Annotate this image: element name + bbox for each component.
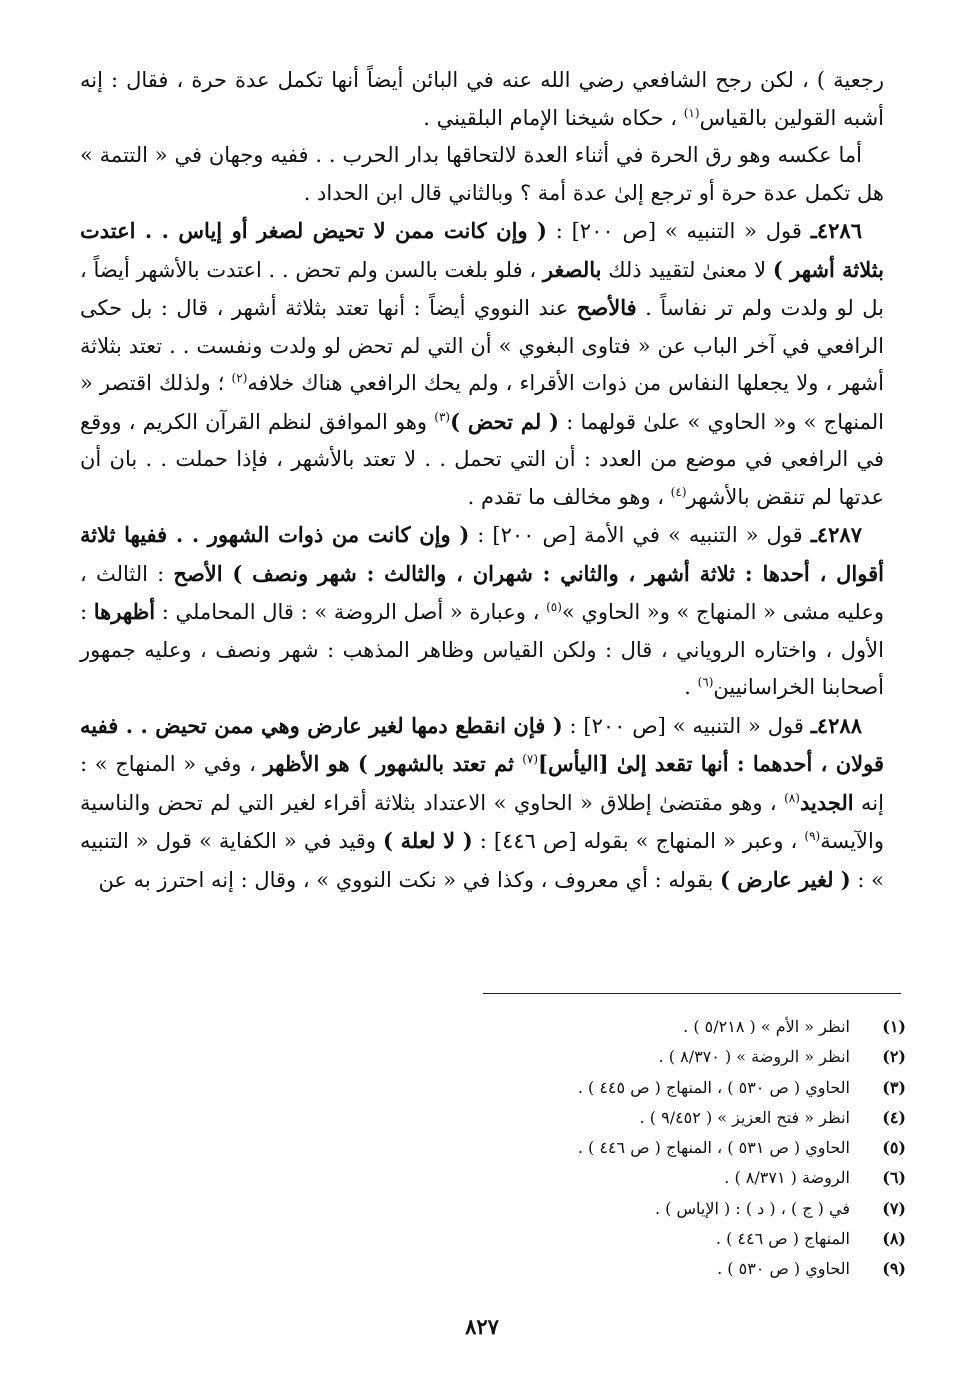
footnote-number: (١) bbox=[882, 1017, 906, 1036]
footnote-ref[interactable]: (٣) bbox=[434, 409, 451, 424]
text-run: ، وهو مقتضىٰ إطلاق « الحاوي » الاعتداد بثلاثة أقراء لغير التي لم تحض والناسية والآيسة bbox=[80, 790, 884, 853]
footnote-number: (٦) bbox=[882, 1168, 906, 1188]
quotation: ( لغير عارض ) bbox=[720, 866, 851, 892]
emphasis: الجديد bbox=[799, 789, 854, 815]
quotation: ( لا لعلة ) bbox=[383, 828, 473, 853]
text-run: قول « التنبيه » [ص ٢٠٠] : bbox=[562, 713, 811, 738]
footnote-item bbox=[106, 1042, 906, 1072]
footnote-text: انظر « الروضة » ( ٨/٣٧٠ ) . bbox=[658, 1047, 850, 1067]
footnote-ref[interactable]: (٢) bbox=[231, 371, 248, 385]
main-text bbox=[80, 62, 884, 899]
quotation: ( لم تحض ) bbox=[450, 408, 559, 434]
footnote-number: (٨) bbox=[882, 1229, 906, 1249]
footnote-ref[interactable]: (٥) bbox=[546, 600, 562, 614]
text-run: قول « التنبيه » [ص ٢٠٠] : bbox=[546, 219, 811, 243]
emphasis: فالأصح bbox=[576, 295, 637, 320]
paragraph-4288 bbox=[80, 707, 884, 900]
footnote-text: الحاوي ( ص ٥٣٠ ) ، المنهاج ( ص ٤٤٥ ) . bbox=[577, 1077, 850, 1097]
quotation: ( وإن كانت من ذوات الشهور . . ففيها ثلاثة أقوال ، أحدها : ثلاثة أشهر ، والثاني : شهران ، والثالث : شهر ونصف ) الأصح bbox=[80, 522, 884, 586]
footnote-number: (٩) bbox=[882, 1259, 906, 1279]
footnote-text: المنهاج ( ص ٤٤٦ ) . bbox=[715, 1229, 850, 1249]
text-run: ، وهو مخالف ما تقدم . bbox=[467, 484, 671, 509]
footnote-ref[interactable]: (١) bbox=[683, 105, 700, 120]
quotation: ( فإن انقطع دمها لغير عارض وهي ممن تحيض . . ففيه قولان ، أحدهما : أنها تقعد إلىٰ [اليأس] bbox=[80, 712, 884, 776]
text-run: ، حكاه شيخنا الإمام البلقيني . bbox=[423, 105, 684, 130]
footnote-divider bbox=[483, 993, 901, 994]
text-run: ، فلو بلغت بالسن ولم تحض . . اعتدت بالأشهر أيضاً ، بل لو ولدت ولم تر نفاساً . bbox=[80, 257, 884, 320]
emphasis: بالصغر bbox=[542, 256, 602, 282]
footnote-item bbox=[106, 1073, 906, 1103]
footnote-ref[interactable]: (٤) bbox=[670, 484, 687, 499]
footnote-ref[interactable]: (٧) bbox=[522, 752, 539, 766]
footnote-item bbox=[106, 1012, 906, 1042]
text-run: رجعية ) ، لكن رجح الشافعي رضي الله عنه في البائن أيضاً أنها تكمل عدة حرة ، فقال : إنه أشبه القولين بالقياس bbox=[80, 68, 884, 130]
footnote-number: (٥) bbox=[882, 1138, 906, 1158]
text-run: . bbox=[684, 675, 698, 699]
page-number: ٨٢٧ bbox=[465, 1314, 499, 1339]
text-run: وقيد في « الكفاية » قول « التنبيه » : bbox=[80, 829, 884, 892]
footnote-text: الحاوي ( ص ٥٣١ ) ، المنهاج ( ص ٤٤٦ ) . bbox=[577, 1138, 850, 1158]
text-run: ، وعبر « المنهاج » بقوله [ص ٤٤٦] : bbox=[472, 829, 805, 853]
text-run: بقوله : أي معروف ، وكذا في « نكت النووي » ، وقال : إنه احترز به عن bbox=[98, 867, 720, 892]
footnote-text: الروضة ( ٨/٣٧١ ) . bbox=[724, 1168, 850, 1188]
footnote-item bbox=[106, 1224, 906, 1254]
paragraph-4287 bbox=[80, 516, 884, 707]
footnote-number: (٢) bbox=[882, 1047, 906, 1067]
text-run: ، وفي « المنهاج » : إنه bbox=[80, 752, 884, 815]
footnote-text: في ( ج ) ، ( د ) : ( الإياس ) . bbox=[655, 1198, 850, 1218]
footnote-ref[interactable]: (٩) bbox=[804, 829, 821, 843]
text-run: : الثالث ، وعليه مشى « المنهاج » و« الحاوي » bbox=[80, 561, 884, 624]
footnote-item bbox=[106, 1194, 906, 1224]
quotation: ثم تعتد بالشهور ) هو الأظهر bbox=[263, 751, 523, 776]
text-run: لا معنىٰ لتقييد ذلك bbox=[601, 257, 773, 282]
paragraph-2: أما عكسه وهو رق الحرة في أثناء العدة لالتحاقها بدار الحرب . . ففيه وجهان في « التتمة » هل تكمل عدة حرة أو ترجع إلىٰ عدة أمة ؟ وبالثاني قال ابن الحداد . bbox=[80, 143, 884, 205]
text-run: ؛ ولذلك اقتصر « المنهاج » و« الحاوي » علىٰ قولهما : bbox=[80, 371, 884, 434]
text-run: وهو الموافق لنظم القرآن الكريم ، ووقع في الرافعي في موضع من العدد : أن التي تحمل . . لا تعتد بالأشهر ، فإذا حملت . . بان أن عدتها لم تنقض بالأشهر bbox=[80, 409, 884, 509]
footnote-item bbox=[106, 1103, 906, 1133]
footnotes bbox=[106, 1012, 906, 1285]
issue-number: ٤٢٨٦ـ bbox=[810, 218, 862, 243]
footnote-item bbox=[106, 1254, 906, 1284]
footnote-number: (٤) bbox=[882, 1107, 906, 1127]
footnote-text: انظر « فتح العزيز » ( ٩/٤٥٢ ) . bbox=[639, 1107, 850, 1127]
issue-number: ٤٢٨٧ـ bbox=[810, 522, 862, 547]
text-run: ، وعبارة « أصل الروضة » : قال المحاملي : bbox=[155, 600, 547, 624]
emphasis: أظهرها bbox=[93, 599, 156, 624]
text-run: قول « التنبيه » في الأمة [ص ٢٠٠] : bbox=[469, 523, 811, 547]
text-run: : الأول ، واختاره الروياني ، قال : ولكن القياس وظاهر المذهب : شهر ونصف ، وعليه جمهور أصحابنا الخراسانيين bbox=[80, 600, 884, 699]
paragraph-1 bbox=[80, 62, 884, 137]
footnote-item bbox=[106, 1163, 906, 1193]
footnote-text: الحاوي ( ص ٥٣٠ ) . bbox=[717, 1259, 850, 1279]
footnote-ref[interactable]: (٦) bbox=[697, 675, 714, 689]
quotation: ( وإن كانت ممن لا تحيض لصغر أو إياس . . اعتدت بثلاثة أشهر ) bbox=[80, 218, 884, 282]
footnote-item bbox=[106, 1133, 906, 1163]
footnote-ref[interactable]: (٨) bbox=[784, 790, 800, 805]
footnote-number: (٣) bbox=[882, 1077, 906, 1097]
footnote-number: (٧) bbox=[882, 1198, 906, 1218]
issue-number: ٤٢٨٨ـ bbox=[810, 712, 862, 738]
paragraph-4286 bbox=[80, 212, 884, 516]
footnote-text: انظر « الأم » ( ٥/٢١٨ ) . bbox=[683, 1017, 850, 1036]
text-run: عند النووي أيضاً : أنها تعتد بثلاثة أشهر ، قال : بل حكى الرافعي في آخر الباب عن « فتاوى البغوي » أن التي لم تحض لو ولدت ونفست . . تعتد بثلاثة أشهر ، ولا يجعلها النفاس من ذوات الأقراء ، ولم يحك الرافعي هناك خلافه bbox=[80, 296, 884, 395]
